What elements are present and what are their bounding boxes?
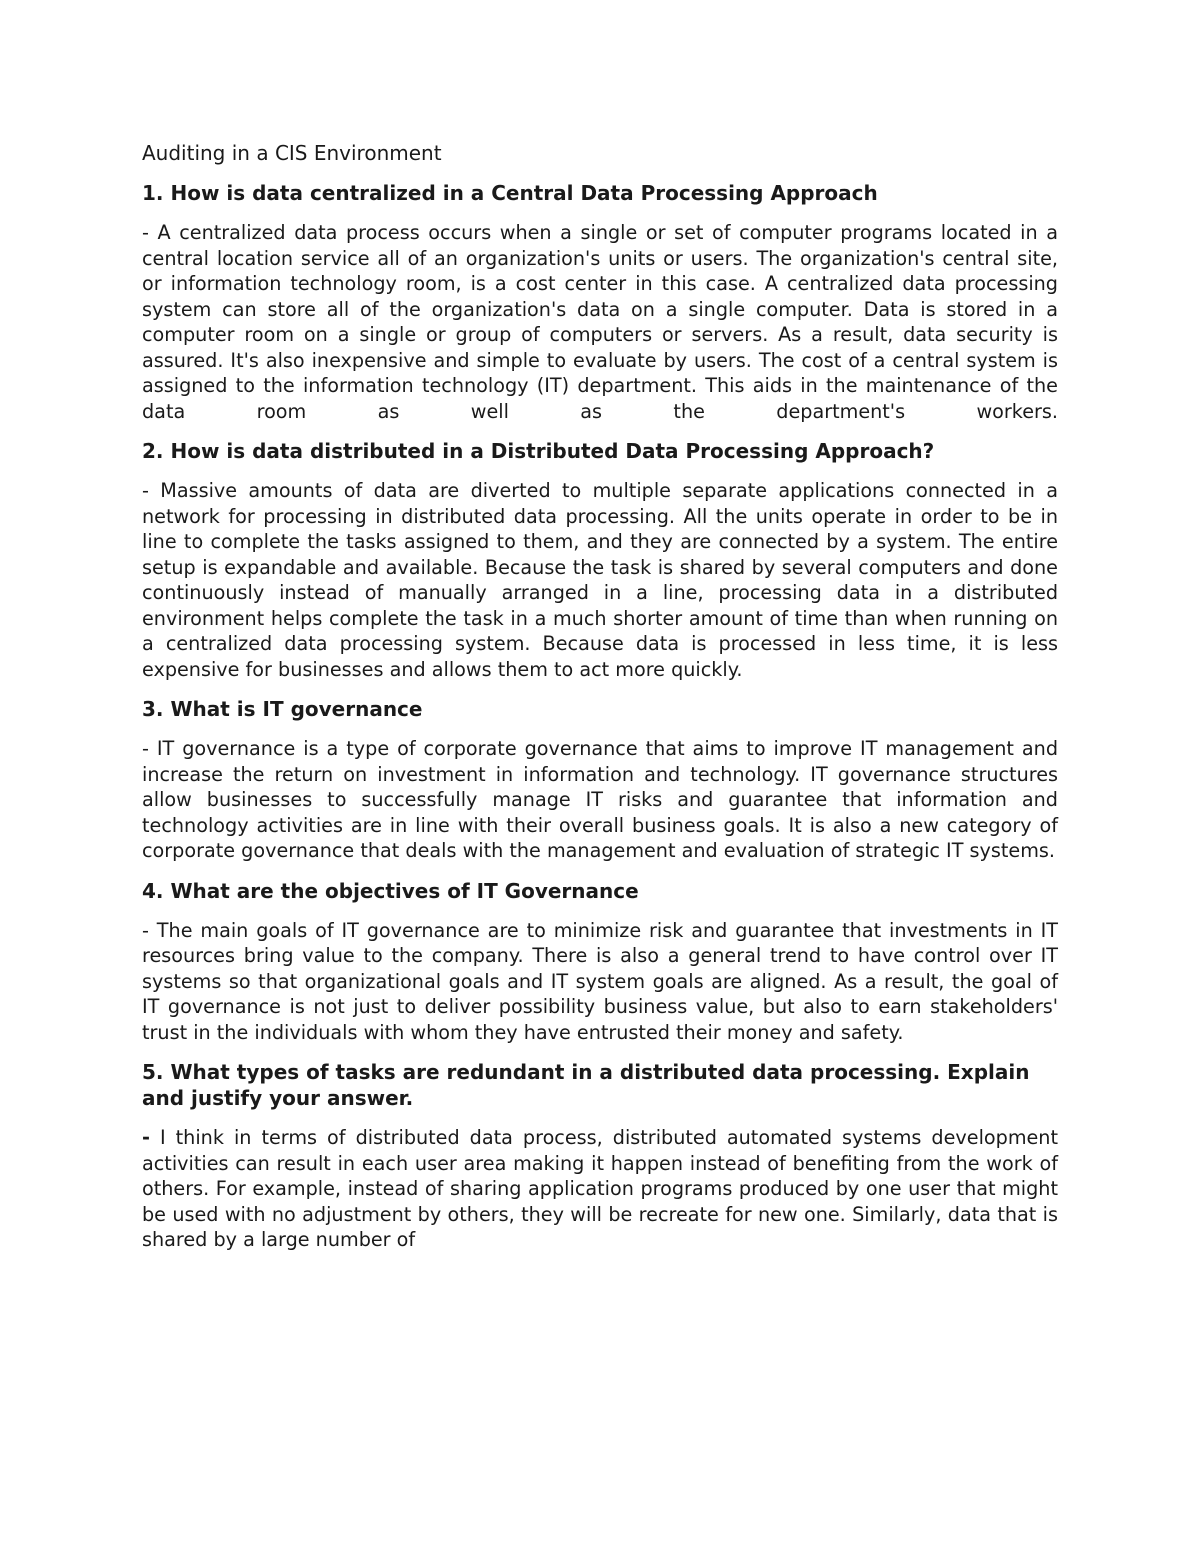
- section-1-heading: 1. How is data centralized in a Central Data Processing Approach: [142, 181, 878, 205]
- section-3-heading: 3. What is IT governance: [142, 697, 423, 721]
- section-3-answer: - IT governance is a type of corporate governance that aims to improve IT management and increase the return on investment in information and technology. IT governance structures allow businesses to successfully manage IT risks and guarantee that information and technology activities are in line with their overall business goals. It is also a new category of corporate governance that deals with the management and evaluation of strategic IT systems.: [142, 737, 1058, 862]
- section-1-answer: - A centralized data process occurs when a single or set of computer programs located in a central location service all of an organization's units or users. The organization's central site, or information technology room, is a cost center in this case. A centralized data processing system can store all of the organization's data on a single computer. Data is stored in a computer room on a single or group of computers or servers. As a result, data security is assured. It's also inexpensive and simple to evaluate by users. The cost of a central system is assigned to the information technology (IT) department. This aids in the maintenance of the data room as well as the department's workers.: [142, 221, 1058, 423]
- document-title: Auditing in a CIS Environment: [142, 141, 442, 165]
- section-4-answer: - The main goals of IT governance are to minimize risk and guarantee that investments in IT resources bring value to the company. There is also a general trend to have control over IT systems so that organizational goals and IT system goals are aligned. As a result, the goal of IT governance is not just to deliver possibility business value, but also to earn stakeholders' trust in the individuals with whom they have entrusted their money and safety.: [142, 918, 1058, 1044]
- section-5-answer-dash: -: [142, 1126, 150, 1149]
- section-5-answer: [142, 1125, 1058, 1253]
- section-2-answer: - Massive amounts of data are diverted to multiple separate applications connected in a network for processing in distributed data processing. All the units operate in order to be in line to complete the tasks assigned to them, and they are connected by a system. The entire setup is expandable and available. Because the task is shared by several computers and done continuously instead of manually arranged in a line, processing data in a distributed environment helps complete the task in a much shorter amount of time than when running on a centralized data processing system. Because data is processed in less time, it is less expensive for businesses and allows them to act more quickly.: [142, 479, 1058, 681]
- section-4-heading: 4. What are the objectives of IT Governance: [142, 878, 639, 903]
- section-5-answer-text: I think in terms of distributed data process, distributed automated systems development activities can result in each user area making it happen instead of benefiting from the work of others. For example, instead of sharing application programs produced by one user that might be used with no adjustment by others, they will be recreate for new one. Similarly, data that is shared by a large number of: [142, 1126, 1058, 1251]
- document-page: [142, 140, 1058, 1267]
- section-2-heading: 2. How is data distributed in a Distributed Data Processing Approach?: [142, 439, 935, 463]
- section-5-heading: 5. What types of tasks are redundant in a distributed data processing. Explain and justify your answer.: [142, 1060, 1030, 1110]
